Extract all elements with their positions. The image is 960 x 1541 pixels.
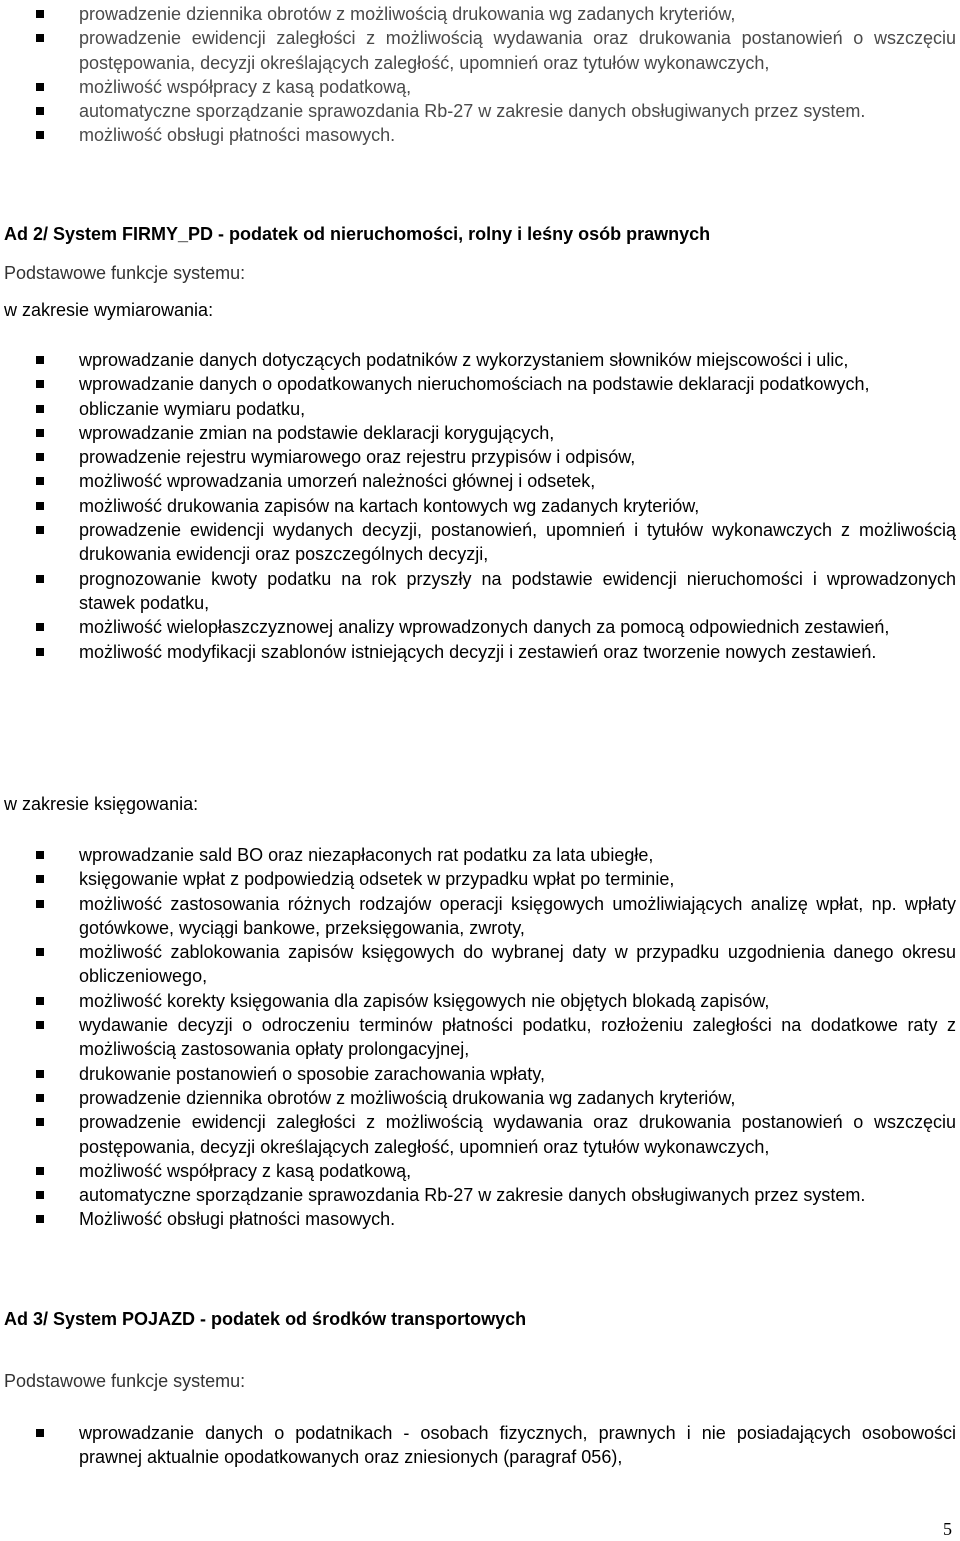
- list-item: możliwość współpracy z kasą podatkową,: [0, 75, 960, 99]
- list-item: prowadzenie rejestru wymiarowego oraz rejestru przypisów i odpisów,: [0, 445, 960, 469]
- list-item: wprowadzanie danych o opodatkowanych nieruchomościach na podstawie deklaracji podatkowych,: [0, 372, 960, 396]
- list-item: możliwość modyfikacji szablonów istniejących decyzji i zestawień oraz tworzenie nowych zestawień.: [0, 640, 960, 664]
- list-item: możliwość wprowadzania umorzeń należności głównej i odsetek,: [0, 469, 960, 493]
- list-item: wprowadzanie danych dotyczących podatników z wykorzystaniem słowników miejscowości i ulic,: [0, 348, 960, 372]
- section3-intro: Podstawowe funkcje systemu:: [4, 1371, 246, 1391]
- section2-heading: Ad 2/ System FIRMY_PD - podatek od nieruchomości, rolny i leśny osób prawnych: [4, 224, 711, 244]
- list-item: możliwość korekty księgowania dla zapisów księgowych nie objętych blokadą zapisów,: [0, 989, 960, 1013]
- section3-bullet-list: [0, 1421, 960, 1470]
- list-item: wprowadzanie zmian na podstawie deklaracji korygujących,: [0, 421, 960, 445]
- list-item: prowadzenie ewidencji wydanych decyzji, postanowień, upomnień i tytułów wykonawczych z możliwością drukowania ewidencji oraz poszczególnych decyzji,: [0, 518, 960, 567]
- list-item: prowadzenie dziennika obrotów z możliwością drukowania wg zadanych kryteriów,: [0, 1086, 960, 1110]
- list-item: automatyczne sporządzanie sprawozdania Rb-27 w zakresie danych obsługiwanych przez system.: [0, 99, 960, 123]
- list-item: prowadzenie ewidencji zaległości z możliwością wydawania oraz drukowania postanowień o wszczęciu postępowania, decyzji określających zaległość, upomnień oraz tytułów wykonawczych,: [0, 1110, 960, 1159]
- wymiar-bullet-list: [0, 348, 960, 664]
- section3-heading: Ad 3/ System POJAZD - podatek od środków transportowych: [4, 1309, 527, 1329]
- list-item: automatyczne sporządzanie sprawozdania Rb-27 w zakresie danych obsługiwanych przez system.: [0, 1183, 960, 1207]
- list-item: prognozowanie kwoty podatku na rok przyszły na podstawie ewidencji nieruchomości i wprowadzonych stawek podatku,: [0, 567, 960, 616]
- list-item: prowadzenie ewidencji zaległości z możliwością wydawania oraz drukowania postanowień o wszczęciu postępowania, decyzji określających zaległość, upomnień oraz tytułów wykonawczych,: [0, 26, 960, 75]
- list-item: prowadzenie dziennika obrotów z możliwością drukowania wg zadanych kryteriów,: [0, 2, 960, 26]
- list-item: wprowadzanie sald BO oraz niezapłaconych rat podatku za lata ubiegłe,: [0, 843, 960, 867]
- page-number: 5: [943, 1519, 952, 1539]
- list-item: możliwość drukowania zapisów na kartach kontowych wg zadanych kryteriów,: [0, 494, 960, 518]
- list-item: obliczanie wymiaru podatku,: [0, 397, 960, 421]
- section2-intro: Podstawowe funkcje systemu:: [4, 263, 246, 283]
- list-item: możliwość zastosowania różnych rodzajów operacji księgowych umożliwiających analizę wpłat, np. wpłaty gotówkowe, wyciągi bankowe, przeksięgowania, zwroty,: [0, 892, 960, 941]
- list-item: możliwość obsługi płatności masowych.: [0, 123, 960, 147]
- top-bullet-list: [0, 2, 960, 148]
- ksiegowanie-bullet-list: [0, 843, 960, 1232]
- section2-sub-ksiegowanie: w zakresie księgowania:: [4, 794, 199, 814]
- list-item: możliwość współpracy z kasą podatkową,: [0, 1159, 960, 1183]
- section2-sub-wymiar: w zakresie wymiarowania:: [4, 300, 214, 320]
- list-item: Możliwość obsługi płatności masowych.: [0, 1207, 960, 1231]
- list-item: wydawanie decyzji o odroczeniu terminów płatności podatku, rozłożeniu zaległości na dodatkowe raty z możliwością zastosowania opłaty prolongacyjnej,: [0, 1013, 960, 1062]
- list-item: drukowanie postanowień o sposobie zarachowania wpłaty,: [0, 1062, 960, 1086]
- list-item: księgowanie wpłat z podpowiedzią odsetek w przypadku wpłat po terminie,: [0, 867, 960, 891]
- list-item: możliwość zablokowania zapisów księgowych do wybranej daty w przypadku uzgodnienia danego okresu obliczeniowego,: [0, 940, 960, 989]
- list-item: możliwość wielopłaszczyznowej analizy wprowadzonych danych za pomocą odpowiednich zestawień,: [0, 615, 960, 639]
- list-item: wprowadzanie danych o podatnikach - osobach fizycznych, prawnych i nie posiadających osobowości prawnej aktualnie opodatkowanych oraz zniesionych (paragraf 056),: [0, 1421, 960, 1470]
